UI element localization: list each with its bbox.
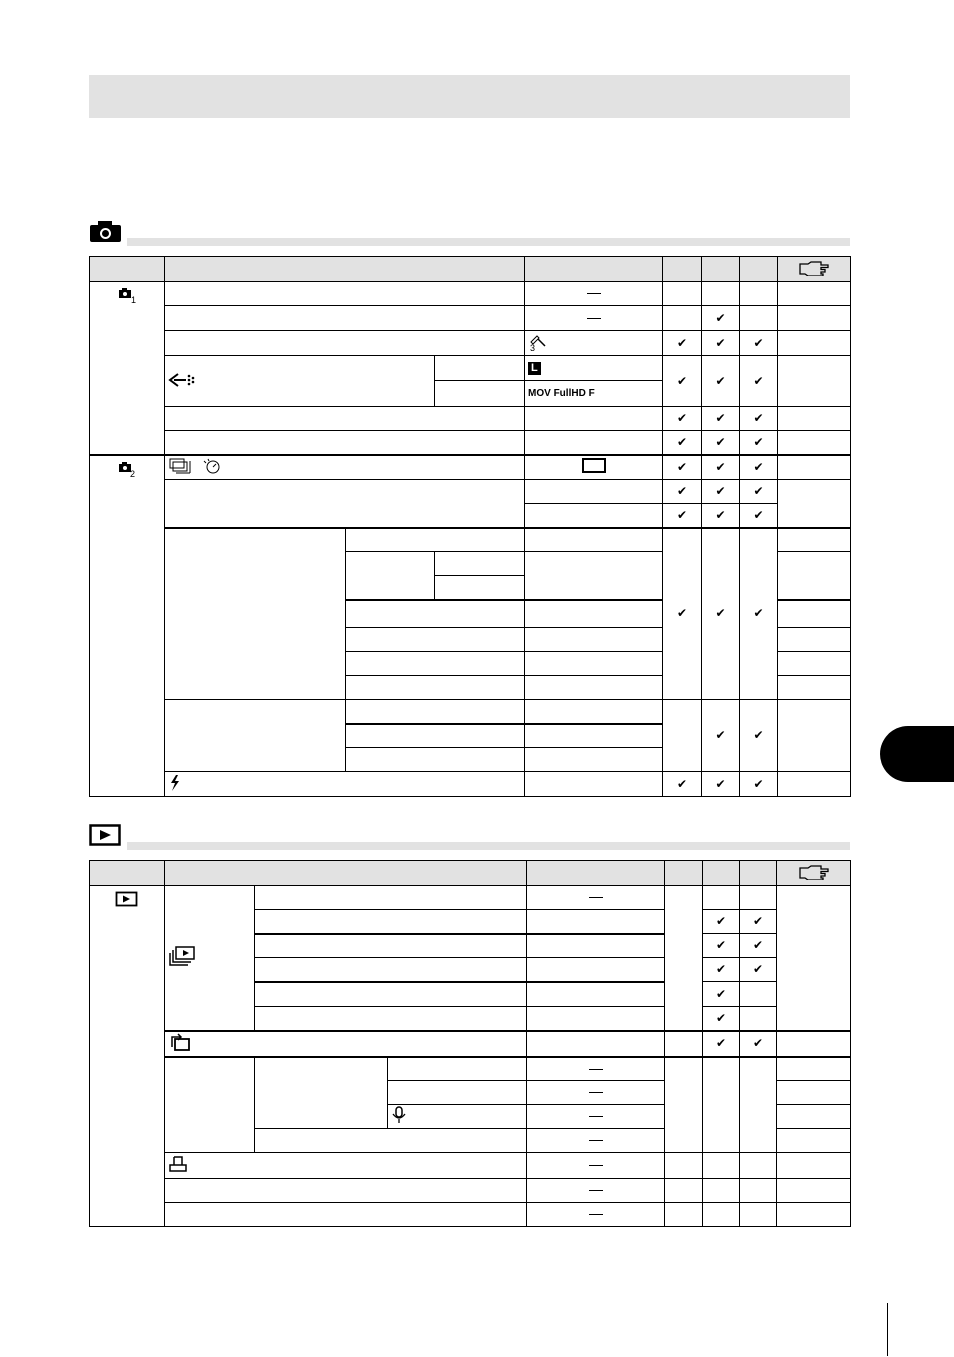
table-cell — [527, 886, 665, 910]
table-cell — [527, 982, 665, 1007]
shooting-menu-1-icon — [90, 282, 165, 455]
check-icon: ✔ — [740, 700, 778, 772]
table-cell — [525, 772, 663, 797]
playback-menu-table — [89, 860, 851, 1227]
table-cell — [346, 700, 525, 724]
table-cell — [165, 1203, 527, 1227]
single-frame-icon — [525, 455, 663, 480]
table-cell — [346, 724, 525, 748]
table-cell — [346, 600, 525, 628]
pointing-hand-icon — [798, 869, 830, 883]
check-icon: ✔ — [740, 772, 778, 797]
table-cell — [527, 1031, 665, 1057]
table-cell — [525, 600, 663, 628]
dash-mark — [589, 1116, 603, 1117]
check-icon: ✔ — [703, 1031, 740, 1057]
table-cell — [165, 431, 525, 455]
page-number-rule — [887, 1303, 888, 1356]
table-cell — [346, 552, 435, 600]
table-cell — [165, 480, 525, 528]
table-cell — [165, 282, 525, 306]
header-cell — [703, 861, 740, 886]
table-cell — [255, 886, 527, 910]
check-icon: ✔ — [663, 331, 702, 356]
table-cell — [388, 1057, 527, 1081]
svg-text:1: 1 — [131, 295, 137, 304]
check-icon: ✔ — [703, 1007, 740, 1031]
table-cell — [255, 1129, 527, 1153]
dash-mark — [587, 318, 601, 319]
header-cell — [90, 861, 165, 886]
header-cell — [527, 861, 665, 886]
table-cell — [527, 1105, 665, 1129]
drive-self-timer-icon — [165, 455, 525, 480]
dash-mark — [589, 897, 603, 898]
table-cell — [527, 1007, 665, 1031]
table-cell — [525, 748, 663, 772]
shooting-menu-2-icon — [90, 455, 165, 797]
table-cell — [525, 306, 663, 331]
title-banner — [89, 75, 850, 118]
check-icon: ✔ — [740, 528, 778, 700]
check-icon: ✔ — [663, 504, 702, 528]
table-cell — [527, 958, 665, 982]
shooting-menu-table — [89, 256, 851, 797]
table-cell — [527, 910, 665, 934]
header-cell — [663, 257, 702, 282]
table-cell — [346, 652, 525, 676]
header-cell — [165, 861, 527, 886]
table-cell — [525, 652, 663, 676]
table-cell — [525, 724, 663, 748]
table-cell — [525, 628, 663, 652]
table-cell — [525, 282, 663, 306]
check-icon: ✔ — [663, 772, 702, 797]
movie-quality-value: MOV FullHD F — [525, 381, 663, 407]
table-cell — [525, 504, 663, 528]
table-cell — [346, 528, 525, 552]
check-icon: ✔ — [702, 480, 740, 504]
playback-menu-header — [89, 824, 850, 850]
table-cell — [525, 552, 663, 600]
check-icon: ✔ — [740, 480, 778, 504]
camera-icon — [89, 219, 127, 246]
check-icon: ✔ — [702, 772, 740, 797]
check-icon: ✔ — [663, 480, 702, 504]
table-cell — [346, 628, 525, 652]
image-quality-icon — [165, 356, 435, 407]
playback-menu-icon — [90, 886, 165, 1227]
table-cell — [255, 958, 527, 982]
table-cell — [435, 381, 525, 407]
dash-mark — [589, 1140, 603, 1141]
header-cell — [740, 861, 777, 886]
table-cell — [255, 934, 527, 958]
check-icon: ✔ — [702, 306, 740, 331]
table-cell — [165, 1179, 527, 1203]
check-icon: ✔ — [703, 982, 740, 1007]
table-cell — [525, 431, 663, 455]
check-icon: ✔ — [740, 356, 778, 407]
check-icon: ✔ — [740, 958, 777, 982]
dash-mark — [589, 1165, 603, 1166]
still-image-size-value: L — [525, 356, 663, 381]
table-cell — [346, 676, 525, 700]
slideshow-icon — [165, 886, 255, 1031]
check-icon: ✔ — [740, 431, 778, 455]
table-cell — [527, 1057, 665, 1081]
check-icon: ✔ — [663, 455, 702, 480]
check-icon: ✔ — [702, 504, 740, 528]
print-order-icon — [165, 1153, 527, 1179]
microphone-icon — [388, 1105, 527, 1129]
svg-text:3: 3 — [530, 342, 536, 351]
check-icon: ✔ — [663, 528, 702, 700]
table-cell — [527, 934, 665, 958]
pointing-hand-icon — [798, 265, 830, 279]
header-cell — [165, 257, 525, 282]
check-icon: ✔ — [663, 356, 702, 407]
table-cell — [527, 1179, 665, 1203]
table-cell — [525, 700, 663, 724]
check-icon: ✔ — [702, 700, 740, 772]
dash-mark — [589, 1092, 603, 1093]
check-icon: ✔ — [740, 455, 778, 480]
dash-mark — [589, 1069, 603, 1070]
check-icon: ✔ — [702, 528, 740, 700]
table-cell — [255, 982, 527, 1007]
check-icon: ✔ — [740, 504, 778, 528]
table-cell — [527, 1081, 665, 1105]
table-cell — [527, 1129, 665, 1153]
check-icon: ✔ — [663, 431, 702, 455]
flash-icon — [165, 772, 525, 797]
picture-mode-icon — [525, 331, 663, 356]
table-cell — [525, 407, 663, 431]
header-cell — [665, 861, 703, 886]
check-icon: ✔ — [740, 934, 777, 958]
check-icon: ✔ — [702, 455, 740, 480]
dash-mark — [587, 293, 601, 294]
section-bar — [89, 238, 850, 246]
check-icon: ✔ — [703, 934, 740, 958]
table-cell — [435, 552, 525, 576]
check-icon: ✔ — [702, 407, 740, 431]
header-cell — [525, 257, 663, 282]
table-cell — [165, 528, 346, 700]
svg-text:2: 2 — [130, 468, 136, 478]
chapter-tab — [880, 726, 954, 782]
shooting-menu-header — [89, 220, 850, 246]
check-icon: ✔ — [703, 910, 740, 934]
table-cell — [255, 910, 527, 934]
check-icon: ✔ — [740, 910, 777, 934]
check-icon: ✔ — [740, 331, 778, 356]
table-cell — [527, 1153, 665, 1179]
table-cell — [525, 528, 663, 552]
check-icon: ✔ — [740, 1031, 777, 1057]
section-bar — [89, 842, 850, 850]
check-icon: ✔ — [703, 958, 740, 982]
check-icon: ✔ — [663, 407, 702, 431]
playback-icon — [89, 823, 127, 850]
check-icon: ✔ — [740, 407, 778, 431]
table-cell — [255, 1007, 527, 1031]
header-cell — [702, 257, 740, 282]
header-cell — [777, 861, 851, 886]
table-cell — [527, 1203, 665, 1227]
check-icon: ✔ — [702, 331, 740, 356]
check-icon: ✔ — [702, 356, 740, 407]
header-cell — [90, 257, 165, 282]
table-cell — [346, 748, 525, 772]
table-cell — [525, 676, 663, 700]
table-cell — [435, 576, 525, 600]
table-cell — [165, 1057, 255, 1153]
table-cell — [255, 1057, 388, 1129]
rotate-icon — [165, 1031, 527, 1057]
dash-mark — [589, 1190, 603, 1191]
table-cell — [525, 480, 663, 504]
table-cell — [165, 700, 346, 772]
header-cell — [740, 257, 778, 282]
table-cell — [165, 407, 525, 431]
table-cell — [388, 1081, 527, 1105]
dash-mark — [589, 1214, 603, 1215]
table-cell — [165, 331, 525, 356]
table-cell — [435, 356, 525, 381]
header-cell — [778, 257, 851, 282]
table-cell — [165, 306, 525, 331]
check-icon: ✔ — [702, 431, 740, 455]
